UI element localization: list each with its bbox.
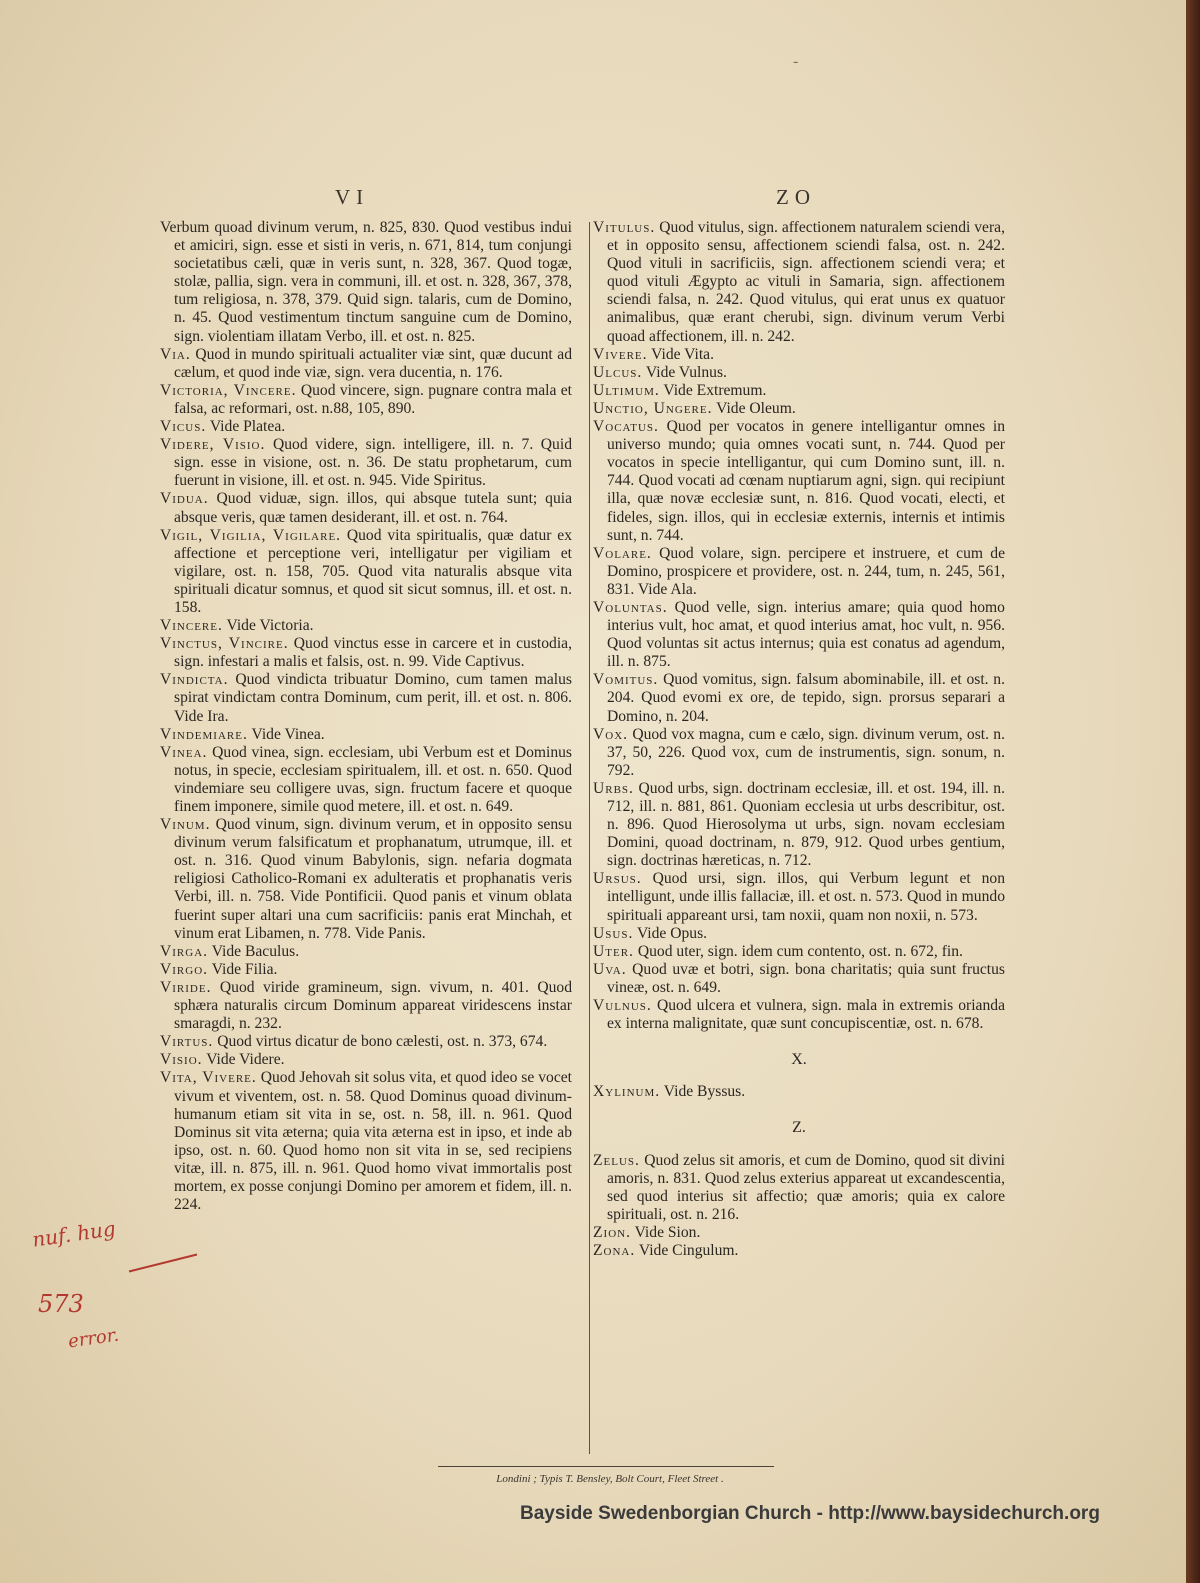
entry-text: Quod per vocatos in genere intelligantur omnes in universo mundo; quia omnes vocati sunt, n. 744. Quod per vocatos in specie intelligantur, qui cum Domino sunt, ill. n. 744. Quod vocati ad cœnam nuptiarum agni, sign. qui recipiunt illa, quæ novæ ecclesiæ sunt, n. 816. Quod vocati, electi, et fideles, sign. illos, qui in ecclesiæ externis, internis et intimis sunt, n. 744. — [607, 418, 1005, 544]
index-entry — [160, 726, 572, 744]
index-entry — [593, 545, 1005, 599]
printer-imprint: Londini ; Typis T. Bensley, Bolt Court, Fleet Street . — [496, 1473, 724, 1485]
handwritten-margin-note — [28, 1210, 158, 1370]
entry-headword: Voluntas. — [593, 598, 668, 616]
entry-text: Quod vinum, sign. divinum verum, et in opposito sensu divinum verum falsificatum et prophanatum, utrumque, ill. et ost. n. 316. Quod vinum Babylonis, sign. nefaria dogmata religiosi Catholico-Romani ex adulteratis et prophanatis veris Verbi, ill. n. 758. Vide Pontificii. Quod panis et vinum oblata fuerint super altari una cum sacrificiis: panis erat Minchah, et vinum erat Libamen, n. 778. Vide Panis. — [174, 816, 572, 942]
entry-text: Vide Victoria. — [226, 617, 314, 635]
entry-text: Vide Cingulum. — [638, 1241, 739, 1259]
entry-headword: Xylinum. — [593, 1083, 661, 1101]
book-spine-edge — [1186, 0, 1200, 1583]
entry-headword: Zion. — [593, 1223, 631, 1241]
entry-text: Vide Filia. — [211, 960, 278, 978]
margin-note-line-1: nuf. hug — [30, 1216, 117, 1252]
entry-text: Quod vinctus esse in carcere et in custodia, sign. infestari a malis et falsis, ost. n. 99. Vide Captivus. — [174, 635, 572, 671]
entry-text: Vide Baculus. — [211, 942, 300, 960]
index-entry — [160, 943, 572, 961]
index-entry — [593, 925, 1005, 943]
entry-text: Quod vindicta tribuatur Domino, cum tamen malus spirat vindictam contra Dominum, cum perit, ill. et ost. n. 806. Vide Ira. — [174, 671, 572, 725]
right-column — [593, 219, 1005, 1260]
running-header-left: VI — [335, 185, 370, 209]
index-entry — [160, 436, 572, 490]
index-entry — [593, 1083, 1005, 1101]
footer-rule — [438, 1466, 774, 1467]
section-x-entries — [593, 1083, 1005, 1101]
index-entry — [160, 346, 572, 382]
column-divider — [589, 222, 590, 1454]
entry-headword: Vomitus. — [593, 671, 659, 689]
entry-text: Quod Jehovah sit solus vita, et quod ideo se vocet vivum et viventem, ost. n. 58. Quod Dominus quoad divinum-humanum etiam sit vita in se, ost. n. 58, ill. n. 961. Quod Dominus sit vita æterna; quia vita æterna est in ipso, et inde ab ipso, ost. n. 60. Quod homo non sit vita in se, sed recipiens vitæ, ill. n. 875, ill. n. 961. Quod homo vivat immortalis post mortem, ex posse conjungi Domino per amorem et fidem, ill. n. 224. — [174, 1069, 572, 1214]
index-entry — [160, 1051, 572, 1069]
page-mark: ‑ — [793, 53, 799, 70]
entry-headword: Vidua. — [160, 490, 209, 508]
entry-headword: Uva. — [593, 960, 627, 978]
index-entry — [160, 961, 572, 979]
index-entry — [593, 382, 1005, 400]
entry-text: Quod uvæ et botri, sign. bona charitatis; quia sunt fructus vineæ, ost. n. 649. — [607, 960, 1005, 996]
margin-note-stroke — [129, 1254, 197, 1273]
running-header-right: ZO — [776, 185, 816, 209]
entry-headword: Vigil, Vigilia, Vigilare. — [160, 526, 342, 544]
entry-text: Quod urbs, sign. doctrinam ecclesiæ, ill. et ost. 194, ill. n. 712, ill. n. 881, 861. Quoniam ecclesia ut urbs describitur, ost. n. 896. Quod Hierosolyma ut urbs, sign. novam ecclesiam Domini, quoad doctrinam, n. 879, 912. Quod urbes gentium, sign. doctrinas hæreticas, n. 712. — [607, 779, 1005, 870]
entry-headword: Vincere. — [160, 617, 223, 635]
index-entry — [160, 744, 572, 816]
index-entry — [160, 418, 572, 436]
index-entry — [160, 979, 572, 1033]
entry-text: Vide Opus. — [636, 924, 708, 942]
section-z-entries — [593, 1152, 1005, 1261]
index-entry — [160, 635, 572, 671]
index-entry — [593, 943, 1005, 961]
margin-note-line-3: error. — [66, 1324, 121, 1353]
entry-headword: Urbs. — [593, 779, 634, 797]
entry-text: Vide Platea. — [209, 418, 286, 436]
entry-headword: Vinea. — [160, 743, 208, 761]
entry-text: Quod vox magna, cum e cælo, sign. divinum verum, ost. n. 37, 50, 226. Quod vox, cum de instrumentis, sign. sonum, n. 792. — [607, 725, 1005, 779]
index-entry — [593, 780, 1005, 870]
index-entry — [593, 870, 1005, 924]
entry-text: Vide Oleum. — [716, 399, 796, 417]
entry-text: Quod vomitus, sign. falsum abominabile, ill. et ost. n. 204. Quod evomi ex ore, de tepido, sign. prorsus separari a Domino, n. 204. — [607, 671, 1005, 725]
index-entry — [593, 346, 1005, 364]
entry-headword: Vulnus. — [593, 997, 652, 1015]
entry-text: Vide Extremum. — [663, 381, 767, 399]
entry-headword: Volare. — [593, 544, 652, 562]
index-entry — [593, 1242, 1005, 1260]
index-entry — [593, 1224, 1005, 1242]
entry-headword: Virtus. — [160, 1033, 214, 1051]
left-column — [160, 219, 572, 1214]
entry-text: Quod vita spiritualis, quæ datur ex affectione et perceptione veri, intelligatur per vigiliam et vigilare, ost. n. 158, 705. Quod vita naturalis absque vita spirituali dicatur somnus, et quod sit sicut somnus, ill. et ost. n. 158. — [174, 526, 573, 616]
index-entry — [160, 1033, 572, 1051]
entry-text: Quod vinea, sign. ecclesiam, ubi Verbum est et Dominus notus, in specie, ecclesiam spiritualem, ill. et ost. n. 650. Quod vindemiare seu colligere uvas, sign. fructum facere et quoque finem imponere, simile quod metere, ill. et ost. n. 649. — [174, 743, 572, 815]
index-entry — [160, 219, 572, 346]
entry-headword: Vocatus. — [593, 418, 659, 436]
index-entry — [160, 1069, 572, 1214]
site-watermark: Bayside Swedenborgian Church - http://www.baysidechurch.org — [520, 1503, 1100, 1524]
entry-text: Verbum quoad divinum verum, n. 825, 830. Quod vestibus indui et amiciri, sign. esse et sisti in veris, n. 671, 814, tum conjungi societatibus cæli, quæ in veris sunt, n. 328, 367. Quod togæ, stolæ, pallia, sign. vera in communi, ill. et ost. n. 328, 367, 378, tum religiosa, n. 378, 379. Quid sign. talaris, cum de Domino, n. 45. Quod vestimentum tinctum sanguine cum de Domino, sign. violentiam illatam Verbo, ill. et ost. n. 825. — [160, 219, 572, 345]
entry-text: Vide Sion. — [634, 1223, 701, 1241]
right-column-entries — [593, 219, 1005, 1033]
entry-text: Vide Byssus. — [663, 1083, 746, 1101]
entry-headword: Vinctus, Vincire. — [160, 635, 289, 653]
entry-headword: Vindicta. — [160, 671, 229, 689]
index-entry — [593, 997, 1005, 1033]
entry-text: Vide Vinea. — [251, 725, 325, 743]
entry-text: Quod viride gramineum, sign. vivum, n. 401. Quod sphæra naturalis circum Dominum appareat viridescens instar smaragdi, n. 232. — [174, 978, 572, 1033]
entry-headword: Virga. — [160, 942, 209, 960]
entry-headword: Via. — [160, 345, 191, 363]
index-entry — [160, 617, 572, 635]
index-entry — [160, 382, 572, 418]
section-letter-x: X. — [791, 1051, 807, 1069]
section-letter-z: Z. — [792, 1119, 806, 1137]
index-entry — [593, 599, 1005, 671]
entry-text: Quod zelus sit amoris, et cum de Domino, quod sit divini amoris, n. 831. Quod zelus exterius appareat ut excandescentia, sed quod interius sit affectio; quæ amoris; quia ex calore spirituali, ost. n. 216. — [607, 1151, 1006, 1223]
entry-headword: Vox. — [593, 725, 629, 743]
index-entry — [160, 490, 572, 526]
entry-text: Vide Vita. — [651, 345, 714, 363]
entry-headword: Usus. — [593, 924, 634, 942]
entry-text: Quod ursi, sign. illos, qui Verbum legunt et non intelligunt, unde illis fallaciæ, ill. et ost. n. 573. Quod in mundo spirituali appareant ursi, tam noxii, quam non noxii, n. 573. — [607, 870, 1005, 924]
entry-headword: Ultimum. — [593, 381, 660, 399]
index-entry — [160, 527, 572, 617]
index-entry — [593, 219, 1005, 346]
entry-text: Quod virtus dicatur de bono cælesti, ost. n. 373, 674. — [217, 1033, 548, 1051]
index-entry — [593, 1152, 1005, 1224]
index-entry — [593, 671, 1005, 725]
entry-headword: Virgo. — [160, 960, 209, 978]
entry-text: Quod vitulus, sign. affectionem naturalem sciendi vera, et in opposito sensu, affectionem sciendi falsa, ost. n. 242. Quod vituli in sacrificiis, sign. affectionem sciendi vera; et quod vituli Ægypto ac vituli in Samaria, sign. affectionem sciendi falsa, n. 242. Quod vitulus, qui erat unus ex quatuor animalibus, quæ erant cherubi, sign. divinum verum Verbi quoad affectionem, ill. n. 242. — [607, 219, 1005, 345]
entry-headword: Zelus. — [593, 1151, 640, 1169]
index-entry — [160, 816, 572, 943]
entry-text: Quod in mundo spirituali actualiter viæ sint, quæ ducunt ad cælum, et quod inde viæ, sign. vera ducentia, n. 176. — [174, 345, 572, 381]
entry-headword: Videre, Visio. — [160, 436, 266, 454]
entry-text: Quod viduæ, sign. illos, qui absque tutela sunt; quia absque veris, quæ tamen desiderant, ill. et ost. n. 764. — [174, 490, 572, 526]
entry-text: Quod ulcera et vulnera, sign. mala in extremis orianda ex interna malignitate, quæ sunt concupiscentiæ, ost. n. 678. — [607, 997, 1005, 1033]
margin-note-line-2: 573 — [38, 1290, 84, 1318]
entry-text: Quod videre, sign. intelligere, ill. n. 7. Quid sign. esse in visione, ost. n. 36. De statu prophetarum, cum fuerunt in visione, ill. et ost. n. 945. Vide Spiritus. — [174, 436, 572, 490]
entry-text: Quod uter, sign. idem cum contento, ost. n. 672, fin. — [637, 942, 963, 960]
entry-text: Quod vincere, sign. pugnare contra mala et falsa, ac reformari, ost. n.88, 105, 890. — [174, 381, 572, 417]
entry-headword: Unctio, Ungere. — [593, 399, 713, 417]
entry-headword: Vivere. — [593, 345, 648, 363]
entry-headword: Uter. — [593, 942, 634, 960]
index-entry — [593, 961, 1005, 997]
entry-headword: Vindemiare. — [160, 725, 248, 743]
entry-headword: Ursus. — [593, 870, 642, 888]
index-entry — [593, 726, 1005, 780]
index-entry — [593, 400, 1005, 418]
entry-text: Quod velle, sign. interius amare; quia quod homo interius vult, hoc amat, et quod interius amat, hoc vult, n. 956. Quod voluntas sit actus internus; quia est conatus ad agendum, ill. n. 875. — [607, 598, 1005, 671]
entry-headword: Visio. — [160, 1051, 203, 1069]
entry-headword: Vita, Vivere. — [160, 1069, 257, 1087]
entry-headword: Victoria, Vincere. — [160, 381, 297, 399]
index-entry — [593, 364, 1005, 382]
index-entry — [593, 418, 1005, 545]
entry-text: Quod volare, sign. percipere et instruere, et cum de Domino, prospicere et providere, ost. n. 244, tum, n. 245, 561, 831. Vide Ala. — [607, 544, 1005, 598]
entry-headword: Vinum. — [160, 816, 211, 834]
entry-headword: Ulcus. — [593, 363, 643, 381]
entry-headword: Viride. — [160, 978, 212, 996]
entry-headword: Vitulus. — [593, 219, 656, 236]
index-entry — [160, 671, 572, 725]
entry-text: Vide Videre. — [206, 1051, 285, 1069]
entry-text: Vide Vulnus. — [645, 363, 727, 381]
entry-headword: Zona. — [593, 1241, 636, 1259]
entry-headword: Vicus. — [160, 418, 207, 436]
